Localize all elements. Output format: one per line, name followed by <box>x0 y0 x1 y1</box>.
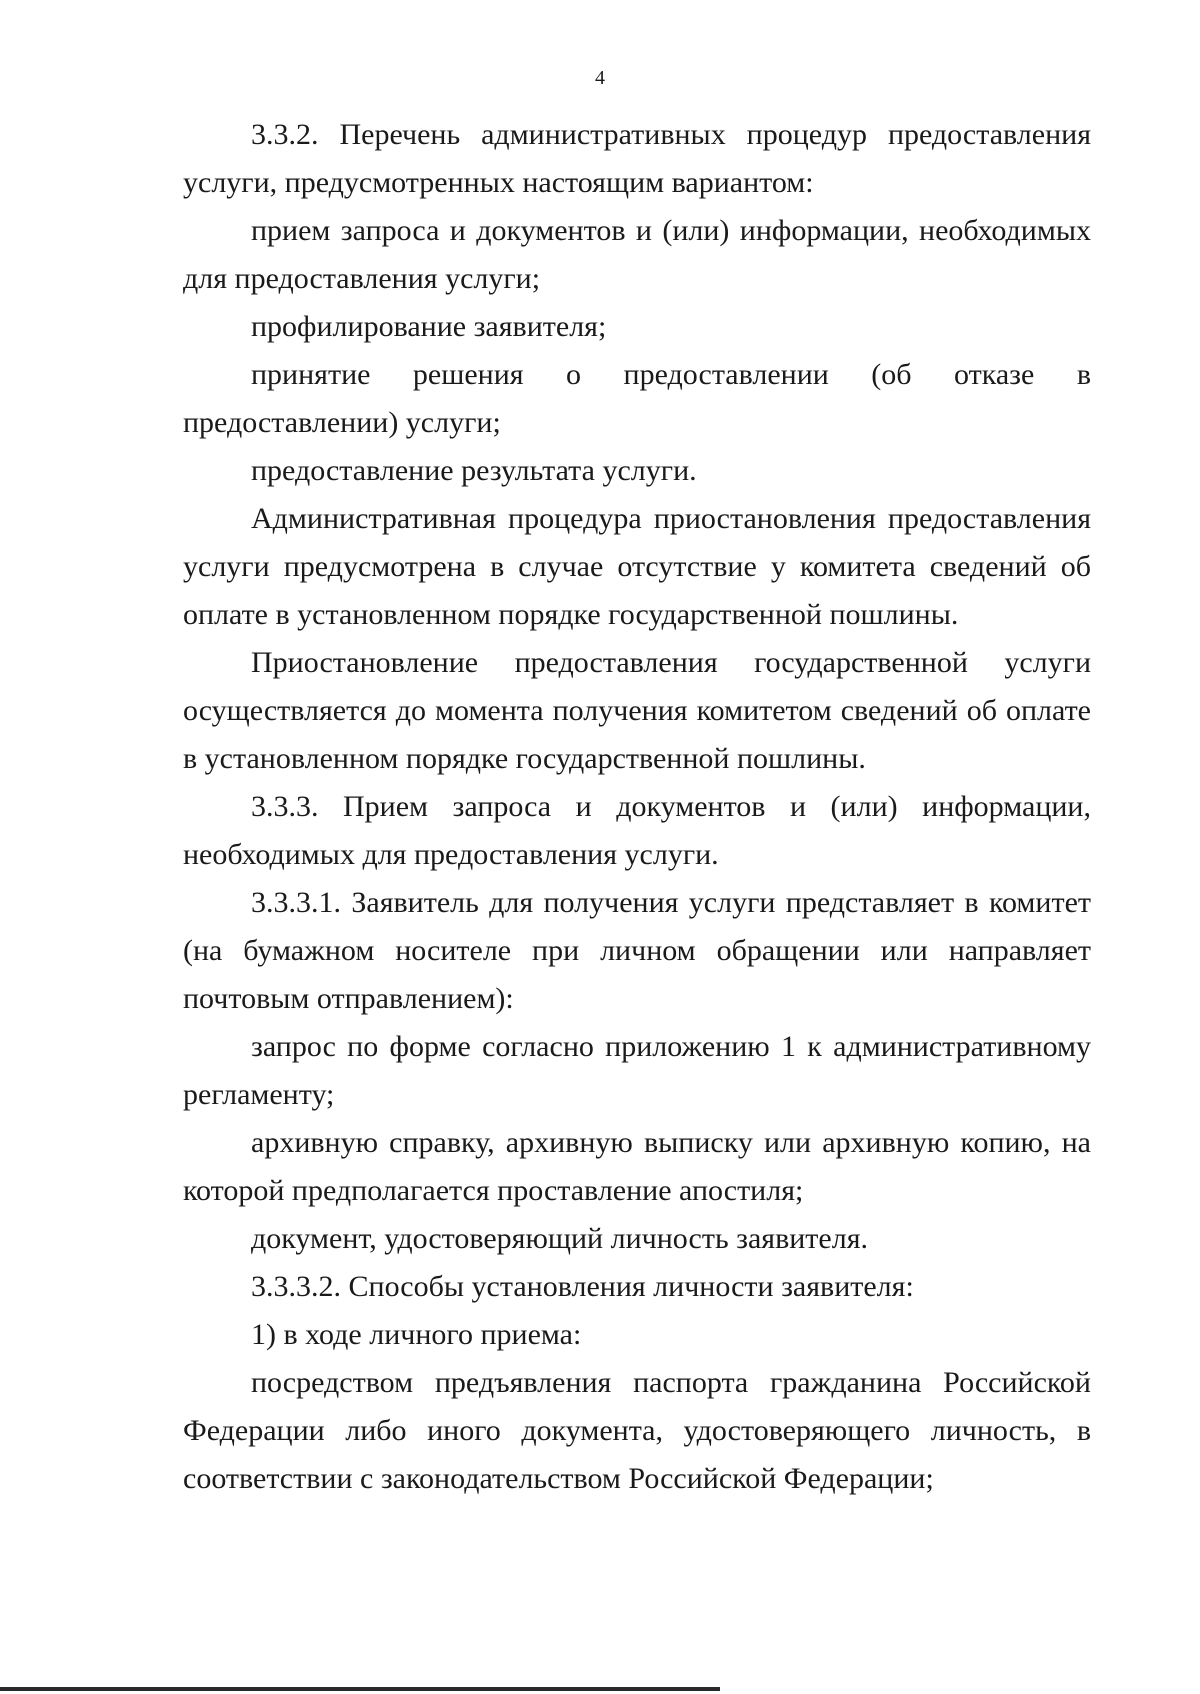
list-item-request-intake: прием запроса и документов и (или) информации, необходимых для предоставления услуги; <box>183 214 1091 295</box>
paragraph-suspension-terms: Приостановление предоставления государственной услуги осуществляется до момента получения комитетом сведений об оплате в установленном порядке государственной пошлины. <box>183 646 1091 775</box>
bottom-scan-edge-line <box>0 1687 720 1691</box>
paragraph-3-3-2: 3.3.2. Перечень административных процедур предоставления услуги, предусмотренных настоящим вариантом: <box>183 118 1091 199</box>
list-item-request-form: запрос по форме согласно приложению 1 к административному регламенту; <box>183 1030 1091 1111</box>
paragraph-suspension-procedure: Административная процедура приостановления предоставления услуги предусмотрена в случае отсутствие у комитета сведений об оплате в установленном порядке государственной пошлины. <box>183 502 1091 631</box>
list-item-identity-document: документ, удостоверяющий личность заявителя. <box>251 1222 869 1255</box>
list-item-personal-reception: 1) в ходе личного приема: <box>251 1318 582 1351</box>
list-item-result-delivery: предоставление результата услуги. <box>251 454 697 487</box>
paragraph-3-3-3-2: 3.3.3.2. Способы установления личности заявителя: <box>251 1270 914 1303</box>
list-item-decision: принятие решения о предоставлении (об отказе в предоставлении) услуги; <box>183 358 1091 439</box>
document-body <box>183 111 1091 1503</box>
paragraph-3-3-3: 3.3.3. Прием запроса и документов и (или) информации, необходимых для предоставления услуги. <box>183 790 1091 871</box>
page-number: 4 <box>595 67 605 89</box>
paragraph-passport-presentation: посредством предъявления паспорта гражданина Российской Федерации либо иного документа, удостоверяющего личность, в соответствии с законодательством Российской Федерации; <box>183 1366 1091 1495</box>
list-item-applicant-profiling: профилирование заявителя; <box>251 310 607 343</box>
list-item-archive-document: архивную справку, архивную выписку или архивную копию, на которой предполагается проставление апостиля; <box>183 1126 1091 1207</box>
paragraph-3-3-3-1: 3.3.3.1. Заявитель для получения услуги представляет в комитет (на бумажном носителе при личном обращении или направляет почтовым отправлением): <box>183 886 1091 1015</box>
